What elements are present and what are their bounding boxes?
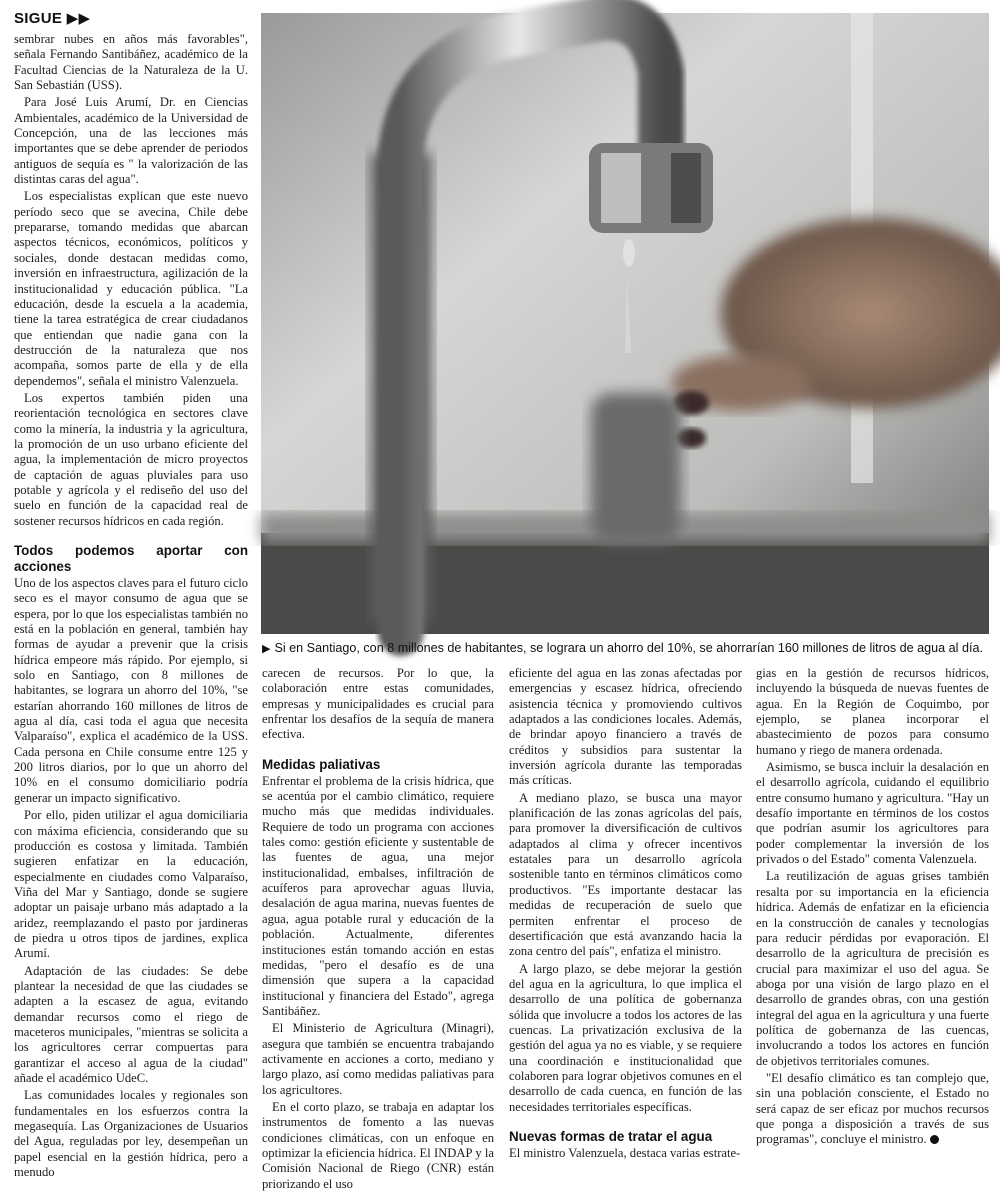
paragraph-closing (756, 1071, 989, 1148)
water-faucet-icon (261, 13, 989, 634)
paragraph: Uno de los aspectos claves para el futuro ciclo seco es el mayor consumo de agua que se espera, por lo que los especialistas también no está en la población en general, también hay formas de ayudar a prevenir que la crisis hídrica empeore más rápido. Por ejemplo, si solo en Santiago, con 8 millones de habitantes, se lograra un ahorro del 10%, "se estarían ahorrando 160 millones de litros de agua al día, casi toda el agua que necesita Valparaíso", explica el académico de la USS. Cada persona en Chile consume entre 125 y 200 litros diarios, por lo que un ahorro del 10% en el consumo domiciliario podría generar un impacto significativo. (14, 576, 248, 805)
article-column-4 (756, 666, 989, 1166)
subheading-medidas-paliativas: Medidas paliativas (262, 756, 381, 772)
paragraph: Los especialistas explican que este nuevo período seco que se avecina, Chile debe prepararse, tomando medidas que abarcan aspectos técnicos, económicos, políticos y sociales, donde destacan medidas como, inversión en infraestructura, agilización de la institucionalidad y educación pública. "La educación, desde la escuela a la academia, tiene la tarea estratégica de crear ciudadanos que entiendan que nadie gana con la destrucción de la naturaleza que nos acompaña, somos parte de ella y de ella dependemos", señala el ministro Valenzuela. (14, 189, 248, 388)
faucet-photo (261, 13, 989, 634)
article-column-3 (509, 666, 742, 1166)
subheading-nuevas-formas: Nuevas formas de tratar el agua (509, 1128, 713, 1144)
article-column-1 (14, 32, 248, 1180)
paragraph: El ministro Valenzuela, destaca varias estrate- (509, 1145, 741, 1160)
paragraph: Asimismo, se busca incluir la desalación en el desarrollo agrícola, cuidando el equilibrio entre consumo humano y agricultura. "Hay un desafío importante en términos de los costos que podrían asumir los agricultores para poder complementar la inversión de los privados o del Estado" comenta Valenzuela. (756, 760, 989, 867)
paragraph: A mediano plazo, se busca una mayor planificación de las zonas agrícolas del país, para promover la diversificación de cultivos adaptados al clima y ofrecer incentivos estatales para un desarrollo agrícola sostenible tanto en términos climáticos como productivos. "Es importante destacar las medidas de recuperación de suelo que permiten enfrentar el proceso de desertificación que está avanzando hacia la zona centro del país", enfatiza el ministro. (509, 790, 742, 959)
paragraph: Adaptación de las ciudades: Se debe plantear la necesidad de que las ciudades se adapten a la escasez de agua, evitando demandar recursos como el riego de maceteros municipales, "mientras se solicita a los agricultores cerrar compuertas para garantizar el acceso al agua de la ciudad" añade el académico UdeC. (14, 963, 248, 1085)
paragraph: La reutilización de aguas grises también resalta por su importancia en la eficiencia hídrica. Además de enfatizar en la eficiencia en la construcción de canales y tecnologías para reducir pérdidas por evaporación. El desarrollo de la agricultura de precisión es crucial para maximizar el uso del agua. Se aboga por una visión de largo plazo en el desarrollo de grandes obras, con una gestión integral del agua en la agricultura y una fuerte política de gobernanza de las cuencas, involucrando a todos los actores en función de objetivos territoriales comunes. (756, 869, 989, 1068)
end-of-article-icon (930, 1135, 939, 1144)
paragraph: Para José Luis Arumí, Dr. en Ciencias Ambientales, académico de la Universidad de Concepción, una de las lecciones más importantes que se debe aprender de periodos antiguos de sequía es " la valorización de las distintas caras del agua". (14, 95, 248, 187)
paragraph: sembrar nubes en años más favorables", señala Fernando Santibáñez, académico de la Facultad Ciencias de la Naturaleza de la U. San Sebastián (USS). (14, 32, 248, 93)
photo-caption (262, 640, 989, 657)
paragraph: carecen de recursos. Por lo que, la colaboración entre estas comunidades, empresas y municipalidades es crucial para enfrentar los desafíos de la sequía de manera efectiva. (262, 666, 494, 742)
paragraph: Enfrentar el problema de la crisis hídrica, que se acentúa por el cambio climático, requiere mucho más que medidas individuales. Requiere de todo un programa con acciones tales como: gestión eficiente y sustentable de las fuentes de agua, una mejor institucionalidad, embalses, infiltración de acuíferos para aprovechar aguas lluvia, desalación de agua marina, nuevas fuentes de agua, agua potable rural y educación de la población. Actualmente, diferentes instituciones están tomando acción en estas medidas, "pero el desafío es de una dimensión que supera a la capacidad institucional y financiera del Estado", agrega Santibáñez. (262, 773, 494, 1018)
paragraph: Las comunidades locales y regionales son fundamentales en los esfuerzos contra la megasequía. Las Organizaciones de Usuarios del Agua, reguladas por ley, desempeñan un papel esencial en la gestión hídrica, pero a menudo (14, 1088, 248, 1180)
closing-text: "El desafío climático es tan complejo que, sin una población consciente, el Estado no será capaz de ser eficaz por muchos recursos que ponga a disposición a través de sus programas", concluye el ministro. (756, 1070, 989, 1147)
paragraph: En el corto plazo, se trabaja en adaptar los instrumentos de fomento a las nuevas condiciones climáticas, con un enfoque en optimizar la eficiencia hídrica. El INDAP y la Comisión Nacional de Riego (CNR) están priorizando el uso (262, 1099, 494, 1191)
subheading-todos-podemos: Todos podemos aportar con acciones (14, 543, 248, 574)
paragraph: gias en la gestión de recursos hídricos, incluyendo la búsqueda de nuevas fuentes de agua. En la Región de Coquimbo, por ejemplo, se planea incorporar el abastecimiento de pozos para consumo humano y riego de manera ordenada. (756, 666, 989, 757)
caption-arrow-icon: ▶ (262, 643, 271, 655)
paragraph: Por ello, piden utilizar el agua domiciliaria con máxima eficiencia, considerando que su producción es costosa y limitada. También sugieren enfatizar en la educación, especialmente en ciudades como Valparaíso, Viña del Mar y Santiago, donde se sugiere adoptar un paisaje urbano más adaptado a la aridez, reemplazando el pasto por jardineras de piedra u otros tipos de jardines, explica Arumí. (14, 808, 248, 961)
paragraph: A largo plazo, se debe mejorar la gestión del agua en la agricultura, lo que implica el desarrollo de una política de gobernanza sólida que involucre a todos los actores de las cuencas. La privatización exclusiva de la gestión del agua ya no es viable, y se requiere una coordinación e institucionalidad que colaboren para lograr objetivos comunes en el desarrollo de cada cuenca, en función de las necesidades territoriales específicas. (509, 961, 742, 1114)
caption-text: Si en Santiago, con 8 millones de habitantes, se lograra un ahorro del 10%, se ahorrarían 160 millones de litros de agua al día. (274, 641, 983, 655)
section-flag-sigue: SIGUE ▶▶ (14, 10, 91, 27)
paragraph: El Ministerio de Agricultura (Minagri), asegura que también se encuentra trabajando activamente en acciones a corto, mediano y largo plazo, así como medidas paliativas para los agricultores. (262, 1021, 494, 1097)
paragraph: Los expertos también piden una reorientación tecnológica en sectores clave como la minería, la industria y la agricultura, la promoción de un uso urbano eficiente del agua, la implementación de micro proyectos de captación de aguas pluviales para uso potable y agrícola y el rediseño del uso del suelo en función de la capacidad real de sostener recursos hídricos en cada región. (14, 390, 248, 528)
article-column-2 (262, 666, 494, 1191)
paragraph: eficiente del agua en las zonas afectadas por emergencias y escasez hídrica, ofreciendo asistencia técnica y promoviendo cultivos adaptados a las condiciones locales. Además, de brindar apoyo financiero a través de créditos y subsidios para sustentar la inversión agrícola durante las temporadas más críticas. (509, 666, 742, 788)
